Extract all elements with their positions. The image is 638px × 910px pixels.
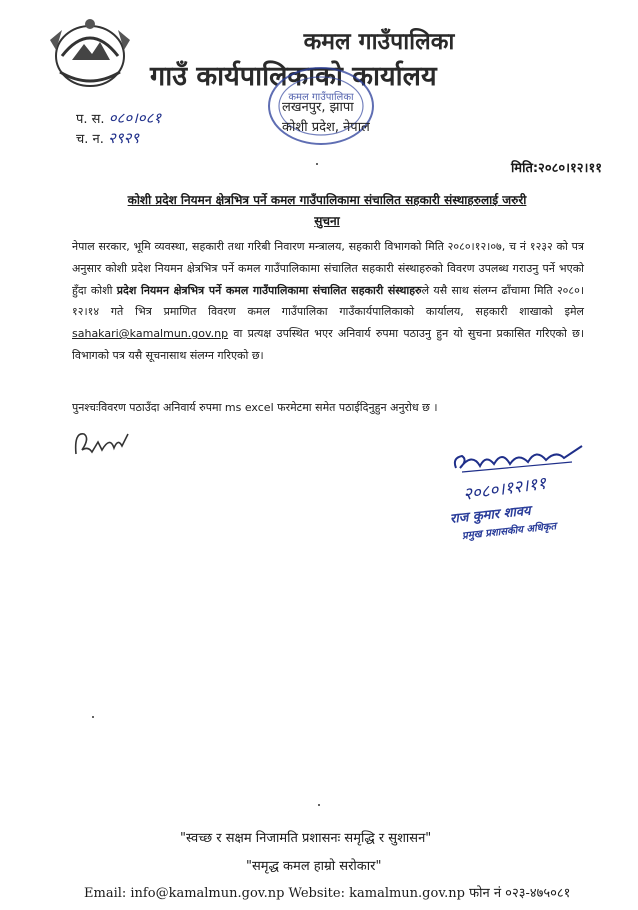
scan-speck (92, 716, 94, 718)
stamp-text: कमल गाउँपालिका (288, 92, 354, 103)
scan-speck (316, 163, 318, 165)
signer-name: राज कुमार शावय (449, 503, 532, 527)
subject (92, 190, 562, 232)
footer-contact: Email: info@kamalmun.gov.np Website: kamalmun.gov.np फोन नं ०२३-४७५०८१ (84, 886, 571, 901)
address-line-1: लखनपुर, झापा (282, 100, 354, 115)
patra-label: प. स. (76, 112, 105, 127)
body-bold: प्रदेश नियमन क्षेत्रभित्र पर्ने कमल गाउँपालिकामा संचालित सहकारी संस्थाहरु (116, 283, 422, 297)
signature-date: २०८०।१२।११ (461, 473, 548, 505)
office-name: गाउँ कार्यपालिकाको कार्यालय (150, 61, 437, 92)
postscript: पुनश्चःविवरण पठाउँदा अनिवार्य रुपमा ms excel फरमेटमा समेत पठाईदिनुहुन अनुरोध छ । (72, 401, 438, 414)
body-part-2: ले यसै साथ संलग्न ढाँचामा मिति २०८०।१२।१४ गते भित्र प्रमाणित विवरण कमल गाउँपालिका गाउँकार्यपालिकाको कार्यालय, सहकारी शाखाको इमेल (72, 283, 584, 319)
footer-motto-1: "स्वच्छ र सक्षम निजामति प्रशासनः समृद्धि र सुशासन" (180, 831, 432, 846)
address-line-2: कोशी प्रदेश, नेपाल (282, 120, 370, 135)
chalani-value: २९२९ (108, 129, 140, 147)
patra-sankhya (76, 108, 161, 128)
initial-signature (70, 424, 140, 464)
signature (432, 438, 592, 512)
chalani-number (76, 128, 139, 148)
email-link[interactable]: sahakari@kamalmun.gov.np (72, 327, 229, 341)
organization-name: कमल गाउँपालिका (303, 29, 455, 55)
subject-line-1: कोशी प्रदेश नियमन क्षेत्रभित्र पर्ने कमल गाउँपालिकामा संचालित सहकारी संस्थाहरुलाई जरुरी (127, 193, 527, 207)
signer-title: प्रमुख प्रशासकीय अधिकृत (461, 521, 557, 542)
body-part-3: वा प्रत्यक्ष उपस्थित भएर अनिवार्य रुपमा पठाउनु हुन यो सुचना प्रकासित गरिएको छ। विभागको पत्र यसै सूचनासाथ संलग्न गरिएको छ। (72, 327, 584, 362)
patra-value: ०८०।०८१ (108, 109, 162, 127)
scan-speck (318, 804, 320, 806)
letter-date: मिति:२०८०।१२।११ (510, 161, 602, 176)
chalani-label: च. न. (76, 132, 104, 147)
body-part-1: नेपाल सरकार, भूमि व्यवस्था, सहकारी तथा गरिबी निवारण मन्त्रालय, सहकारी विभागको मिति २०८०।१२।०७, च नं १२३२ को पत्र अनुसार कोशी प्रदेश नियमन क्षेत्रभित्र पर्ने कमल गाउँपालिकामा संचालित सहकारी संस्थाहरुको विवरण उपलब्ध गराउनु पर्ने भएको हुँदा कोशी (72, 240, 584, 297)
subject-line-2: सुचना (314, 214, 340, 228)
footer-motto-2: "समृद्ध कमल हाम्रो सरोकार" (246, 859, 382, 874)
body-paragraph (72, 236, 584, 367)
